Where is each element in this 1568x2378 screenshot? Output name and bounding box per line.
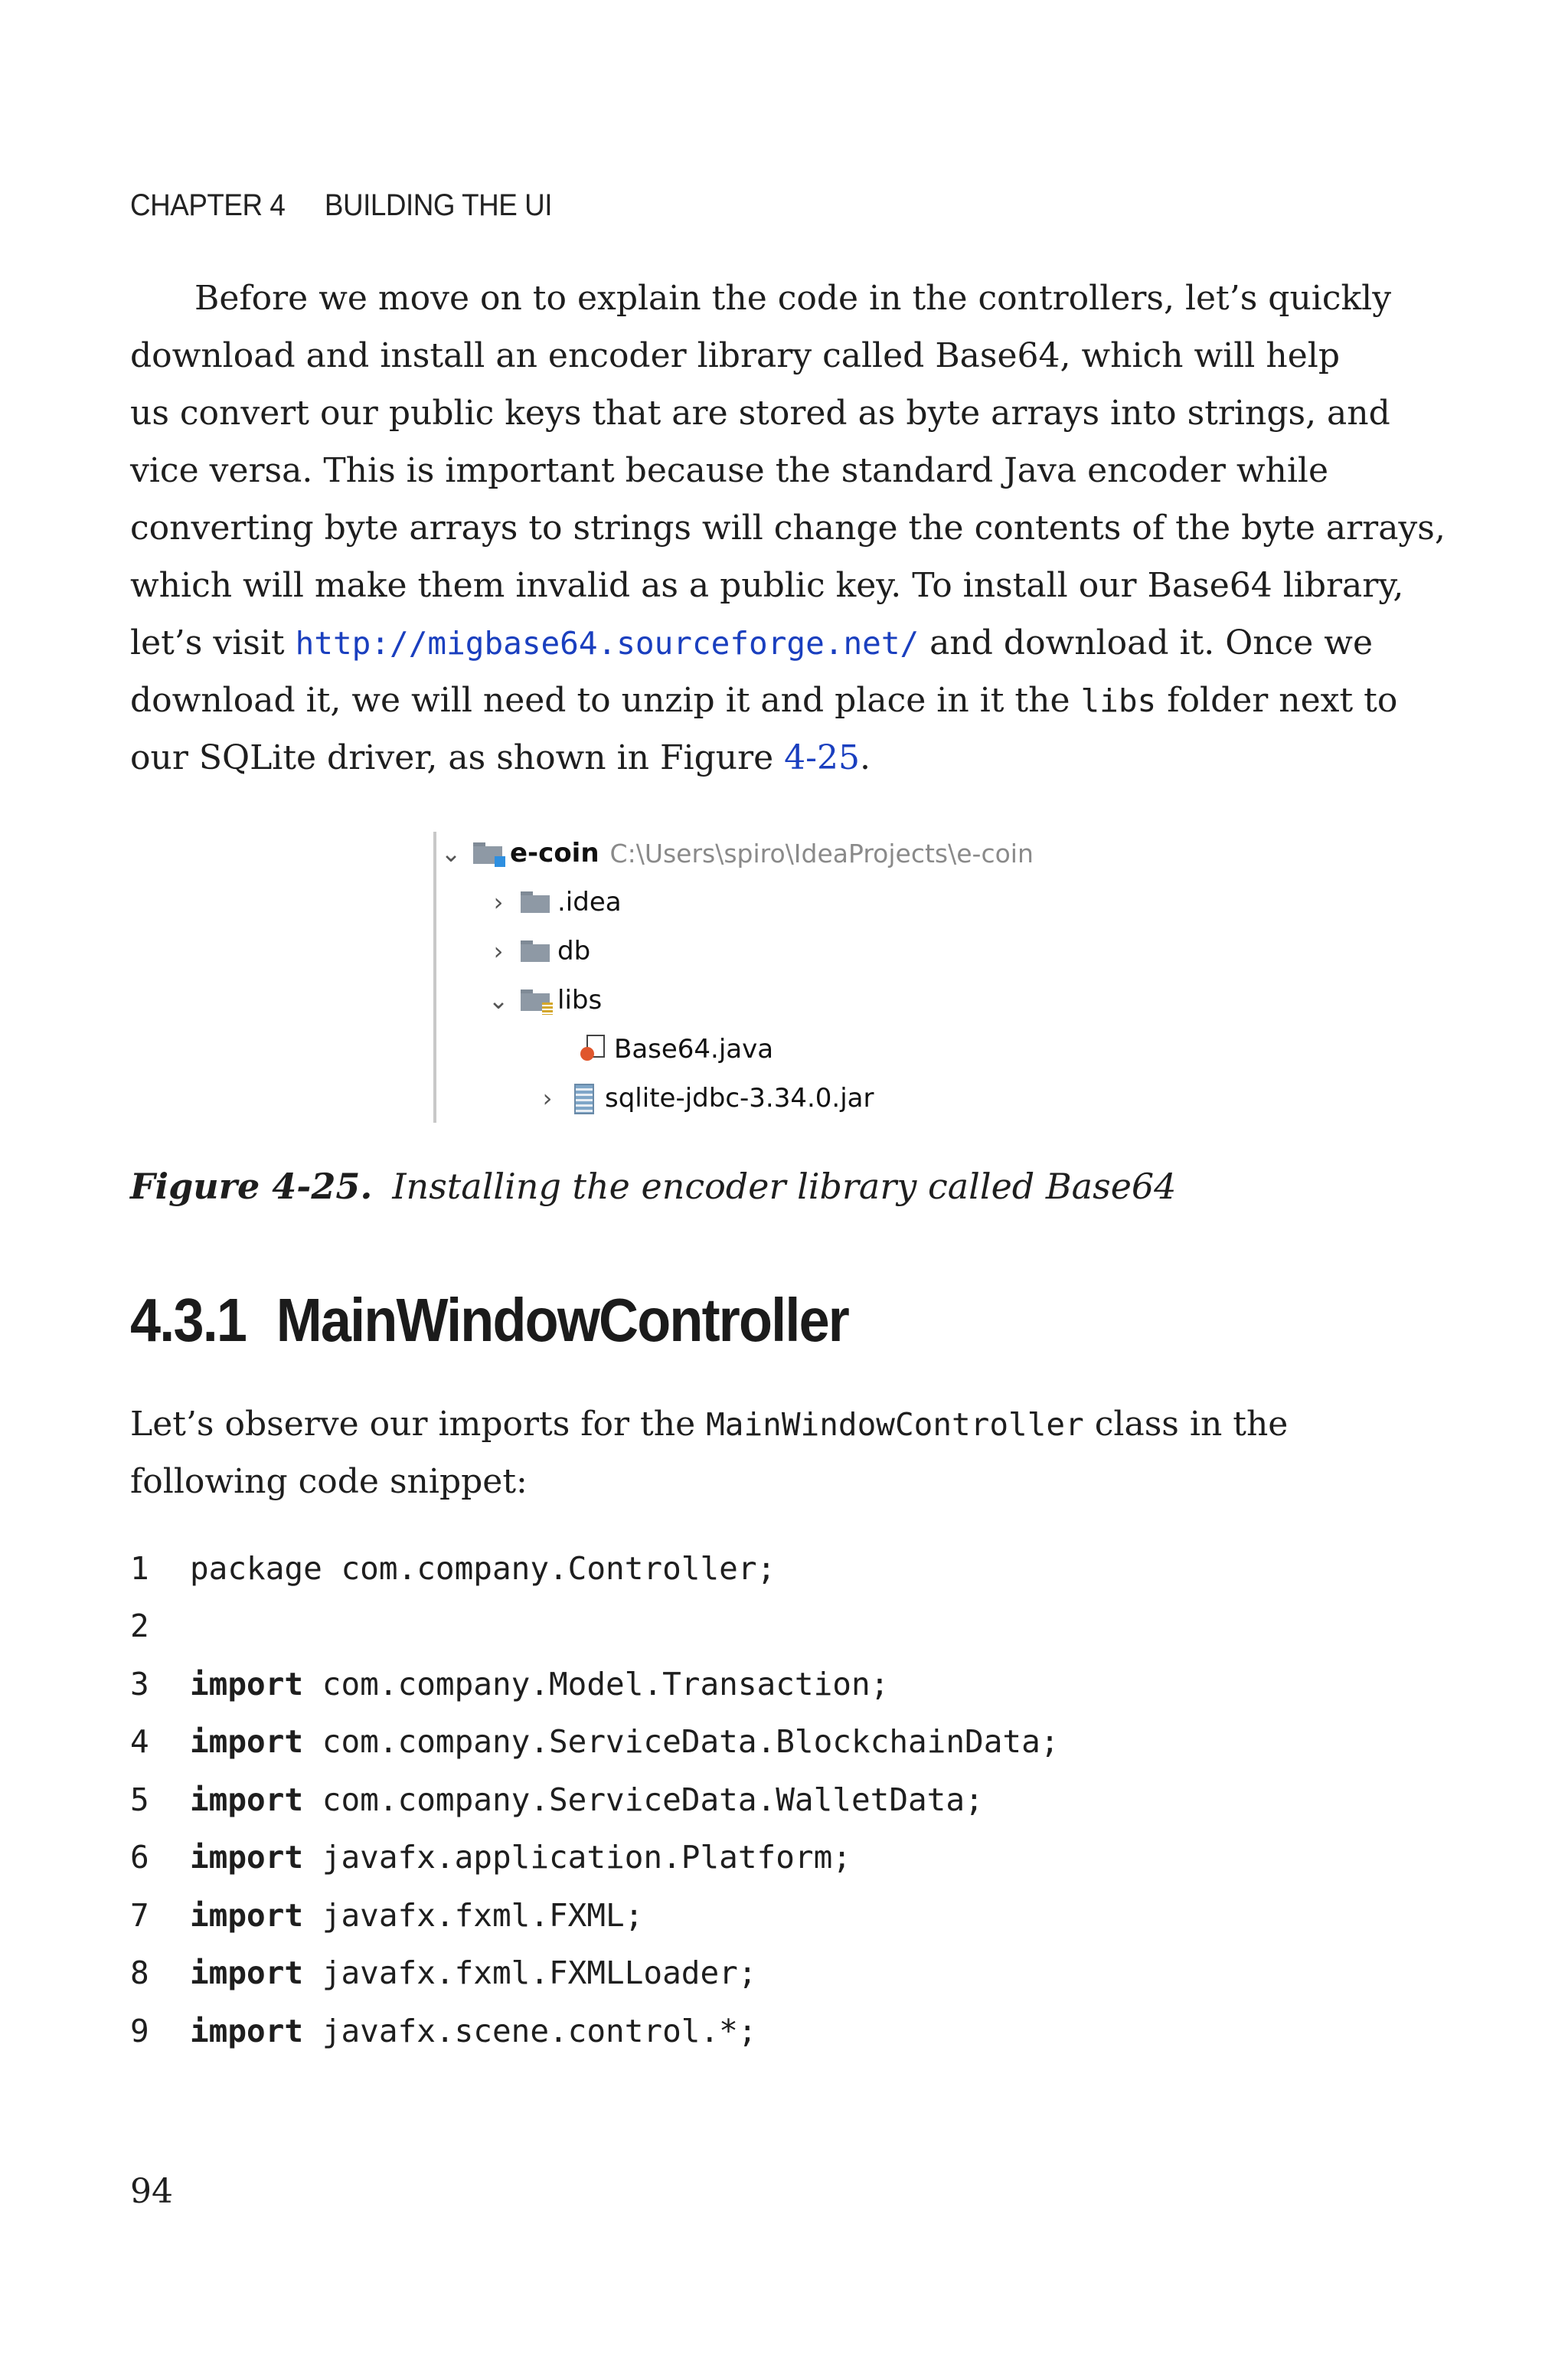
section-number: 4.3.1 [130, 1286, 247, 1354]
text-span: . [860, 738, 871, 777]
text-span: class in the [1083, 1405, 1289, 1444]
code-line [130, 1598, 1059, 1656]
line-number: 9 [130, 2012, 149, 2049]
running-head [130, 188, 552, 223]
code-keyword: import [190, 1954, 304, 1992]
code-keyword: import [190, 1896, 304, 1934]
code-keyword: import [190, 1723, 304, 1761]
code-line [130, 1655, 1059, 1713]
text-line [130, 614, 1401, 672]
code-line [130, 1886, 1059, 1945]
section-heading [130, 1285, 848, 1356]
text-line: following code snippet: [130, 1462, 528, 1501]
figure-reference-link[interactable]: 4-25 [784, 738, 861, 777]
code-text: javafx.application.Platform; [303, 1839, 851, 1876]
line-number: 5 [130, 1781, 149, 1818]
chapter-label: CHAPTER 4 [130, 188, 286, 222]
figure-caption-text: Installing the encoder library called Base64 [392, 1166, 1177, 1207]
library-folder-icon [521, 989, 550, 1011]
text-span: download it, we will need to unzip it and place in it the [130, 681, 1081, 720]
code-text: package com.company.Controller; [190, 1549, 776, 1587]
jar-file-icon [570, 1084, 596, 1113]
code-line [130, 1829, 1059, 1887]
java-file-icon [579, 1035, 605, 1064]
code-text: javafx.fxml.FXML; [303, 1896, 644, 1934]
figure-number: Figure 4-25. [130, 1166, 373, 1207]
code-keyword: import [190, 2012, 304, 2049]
line-number: 1 [130, 1549, 149, 1587]
intro-paragraph [130, 270, 1446, 787]
code-text: com.company.ServiceData.BlockchainData; [303, 1723, 1060, 1761]
text-span: folder next to [1156, 681, 1398, 720]
text-line: download and install an encoder library called Base64, which will help [130, 336, 1340, 375]
text-line: Before we move on to explain the code in the controllers, let’s quickly [194, 279, 1392, 318]
module-folder-icon [473, 842, 502, 864]
chevron-right-icon[interactable]: › [493, 937, 504, 966]
code-line [130, 2002, 1059, 2060]
tree-row-db[interactable] [487, 928, 590, 974]
code-line [130, 1771, 1059, 1829]
tree-item-label: db [557, 936, 591, 967]
line-number: 3 [130, 1665, 149, 1703]
code-keyword: import [190, 1665, 304, 1703]
project-name: e-coin [510, 838, 599, 868]
page-number: 94 [130, 2172, 173, 2211]
line-number: 7 [130, 1896, 149, 1934]
project-path: C:\Users\spiro\IdeaProjects\e-coin [609, 838, 1034, 868]
text-span: Let’s observe our imports for the [130, 1405, 707, 1444]
code-text: com.company.ServiceData.WalletData; [303, 1781, 984, 1818]
tree-item-label: sqlite-jdbc-3.34.0.jar [605, 1083, 874, 1114]
code-line [130, 1713, 1059, 1771]
tree-row-idea[interactable] [487, 879, 622, 925]
text-span: let’s visit [130, 623, 296, 662]
line-number: 6 [130, 1839, 149, 1876]
code-text: javafx.fxml.FXMLLoader; [303, 1954, 757, 1992]
code-keyword: import [190, 1839, 304, 1876]
chevron-down-icon[interactable]: ⌄ [488, 986, 509, 1015]
text-span: and download it. Once we [919, 623, 1374, 662]
tree-guide-line [433, 832, 436, 1123]
tree-item-label: Base64.java [614, 1034, 774, 1065]
chevron-right-icon[interactable]: › [542, 1084, 553, 1113]
figure-caption [130, 1166, 1176, 1207]
code-line [130, 1945, 1059, 2003]
line-number: 4 [130, 1723, 149, 1761]
line-number: 2 [130, 1608, 149, 1645]
line-number: 8 [130, 1954, 149, 1992]
text-line: us convert our public keys that are stored as byte arrays into strings, and [130, 394, 1390, 433]
code-keyword: import [190, 1781, 304, 1818]
text-line [130, 729, 1401, 787]
chevron-down-icon[interactable]: ⌄ [440, 839, 462, 868]
tree-item-label: libs [557, 985, 603, 1016]
chapter-title: BUILDING THE UI [324, 188, 553, 222]
text-line: converting byte arrays to strings will change the contents of the byte arrays, [130, 509, 1446, 548]
tree-row-project[interactable] [439, 830, 1034, 876]
text-line [130, 1395, 1401, 1453]
tree-row-libs[interactable] [487, 977, 602, 1023]
code-listing [130, 1539, 1059, 2060]
code-line [130, 1539, 1059, 1598]
code-text: javafx.scene.control.*; [303, 2012, 757, 2049]
text-line [130, 672, 1401, 729]
inline-code-class: MainWindowController [706, 1406, 1084, 1443]
tree-row-sqlite-jar[interactable] [536, 1075, 874, 1121]
text-line: vice versa. This is important because the standard Java encoder while [130, 451, 1329, 490]
imports-paragraph [130, 1395, 1401, 1510]
text-line: which will make them invalid as a public key. To install our Base64 library, [130, 566, 1404, 605]
migbase64-link[interactable]: http://migbase64.sourceforge.net/ [295, 625, 920, 662]
text-span: our SQLite driver, as shown in Figure [130, 738, 785, 777]
inline-code-libs: libs [1080, 682, 1157, 719]
chevron-right-icon[interactable]: › [493, 888, 504, 917]
code-text: com.company.Model.Transaction; [303, 1665, 890, 1703]
tree-item-label: .idea [557, 887, 622, 918]
project-tree-figure [429, 827, 1095, 1133]
tree-row-base64[interactable] [568, 1026, 773, 1072]
folder-icon [521, 891, 550, 913]
folder-icon [521, 940, 550, 962]
section-title: MainWindowController [276, 1286, 849, 1354]
